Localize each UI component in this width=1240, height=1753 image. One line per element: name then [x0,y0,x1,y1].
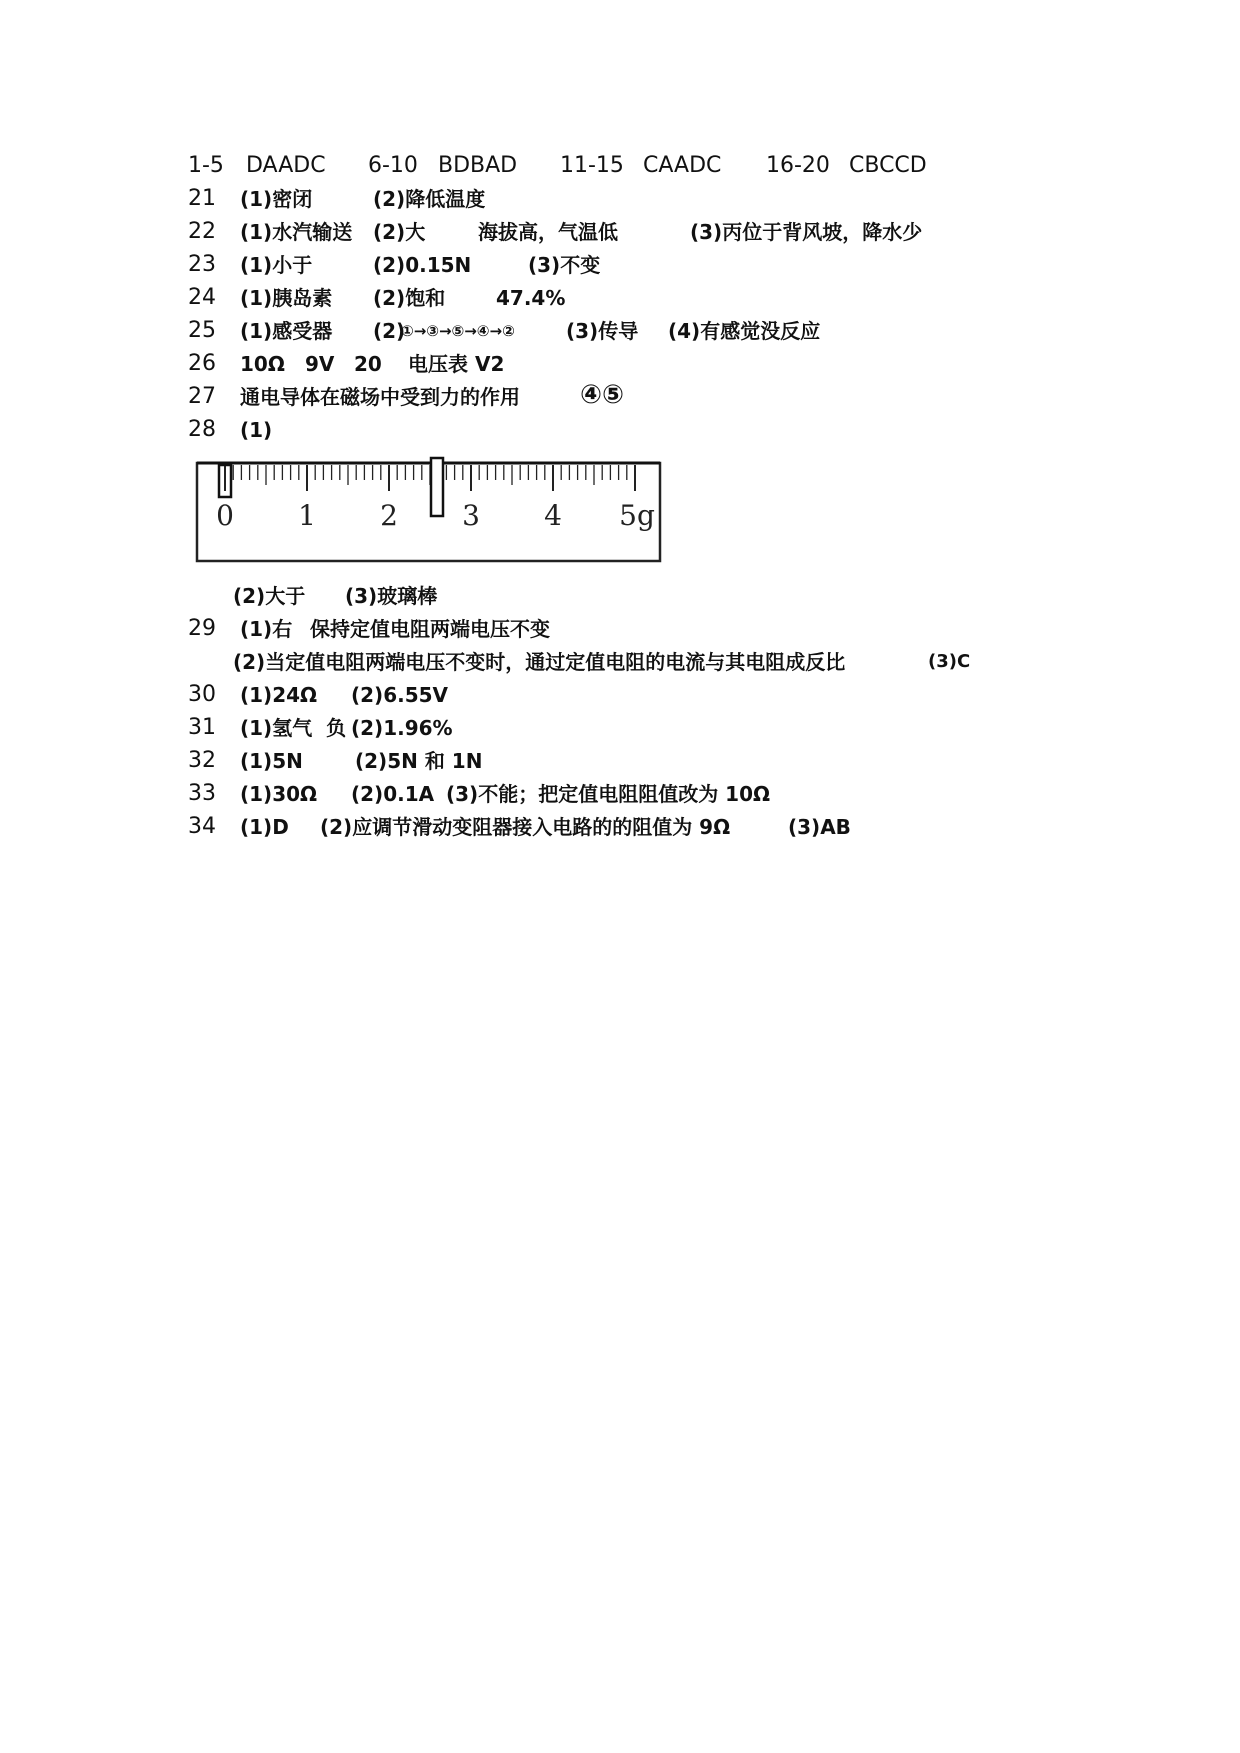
answer-part-1: (1)感受器 [240,319,333,343]
answer-part-1b: 保持定值电阻两端电压不变 [310,617,550,641]
question-number: 28 [188,417,216,442]
ruler-label: 1 [298,499,316,532]
answer-part-3: (3)丙位于背风坡，降水少 [690,220,923,244]
answer-part-2: ④⑤ [580,380,625,410]
answer-part-4: 电压表 V2 [408,352,505,376]
answer-part-1: (1)小于 [240,253,313,277]
answer-part-1: (1)胰岛素 [240,286,333,310]
answer-part-2: (2)当定值电阻两端电压不变时，通过定值电阻的电流与其电阻成反比 [233,650,846,674]
question-number: 33 [188,781,216,806]
answer-part-3: (3)AB [788,815,851,839]
answer-part-3: (3)不能；把定值电阻阻值改为 10Ω [446,782,770,806]
answer-part-1: (1)氢气 负 [240,716,347,740]
answer-part-2: (2)6.55V [351,683,449,707]
answer-part-2: (2)大 [373,220,426,244]
mc-answer-4: CBCCD [849,153,927,178]
mc-range-3: 11-15 [560,153,624,178]
answer-part-1: (1)5N [240,749,303,773]
answer-part-2: (2)降低温度 [373,187,486,211]
ruler-label: 5g [619,499,655,532]
answer-part-1: (1)密闭 [240,187,313,211]
answer-part-2: (2)5N 和 1N [355,749,483,773]
answer-part-2: (2)应调节滑动变阻器接入电路的的阻值为 9Ω [320,815,731,839]
question-number: 32 [188,748,216,773]
answer-part-3: (3)传导 [566,319,639,343]
answer-part-1: (1) [240,418,273,442]
answer-part-1: (1)右 [240,617,293,641]
answer-part-2b: 海拔高，气温低 [478,220,618,244]
mc-range-4: 16-20 [766,153,830,178]
mc-answer-3: CAADC [643,153,722,178]
question-number: 29 [188,616,216,641]
answer-part-2: (2)饱和 [373,286,446,310]
answer-part-2: (2)0.15N [373,253,472,277]
answer-part-1: 10Ω [240,352,285,376]
question-number: 30 [188,682,216,707]
ruler-label: 3 [462,499,480,532]
question-number: 34 [188,814,216,839]
question-number: 25 [188,318,216,343]
question-number: 22 [188,219,216,244]
answer-part-3: (3)不变 [528,253,601,277]
ruler-label: 2 [380,499,398,532]
ruler-label: 4 [544,499,562,532]
question-number: 21 [188,186,216,211]
answer-part-4: (4)有感觉没反应 [668,319,821,343]
answer-part-1: (1)D [240,815,289,839]
balance-scale-ruler [195,455,665,565]
answer-part-1: 通电导体在磁场中受到力的作用 [240,385,520,409]
question-number: 26 [188,351,216,376]
answer-part-2b: 47.4% [496,286,566,310]
mc-range-1: 1-5 [188,153,224,178]
answer-part-2: (2)1.96% [351,716,453,740]
answer-part-3: 20 [354,352,382,376]
answer-part-1: (1)24Ω [240,683,318,707]
answer-part-2: (2)大于 [233,584,306,608]
answer-part-3: (3)C [928,651,971,672]
answer-part-3: (3)玻璃棒 [345,584,438,608]
mc-answer-1: DAADC [246,153,326,178]
answer-part-2: 9V [305,352,335,376]
answer-part-1: (1)30Ω [240,782,318,806]
question-number: 31 [188,715,216,740]
question-number: 24 [188,285,216,310]
answer-part-2-sequence: ①→③→⑤→④→② [401,322,515,340]
mc-range-2: 6-10 [368,153,418,178]
answer-part-1: (1)水汽输送 [240,220,353,244]
ruler-label: 0 [216,499,234,532]
mc-answer-2: BDBAD [438,153,518,178]
question-number: 27 [188,384,216,409]
question-number: 23 [188,252,216,277]
answer-part-2: (2)0.1A [351,782,435,806]
answer-part-2-prefix: (2) [373,319,406,343]
rider-box [431,458,443,516]
